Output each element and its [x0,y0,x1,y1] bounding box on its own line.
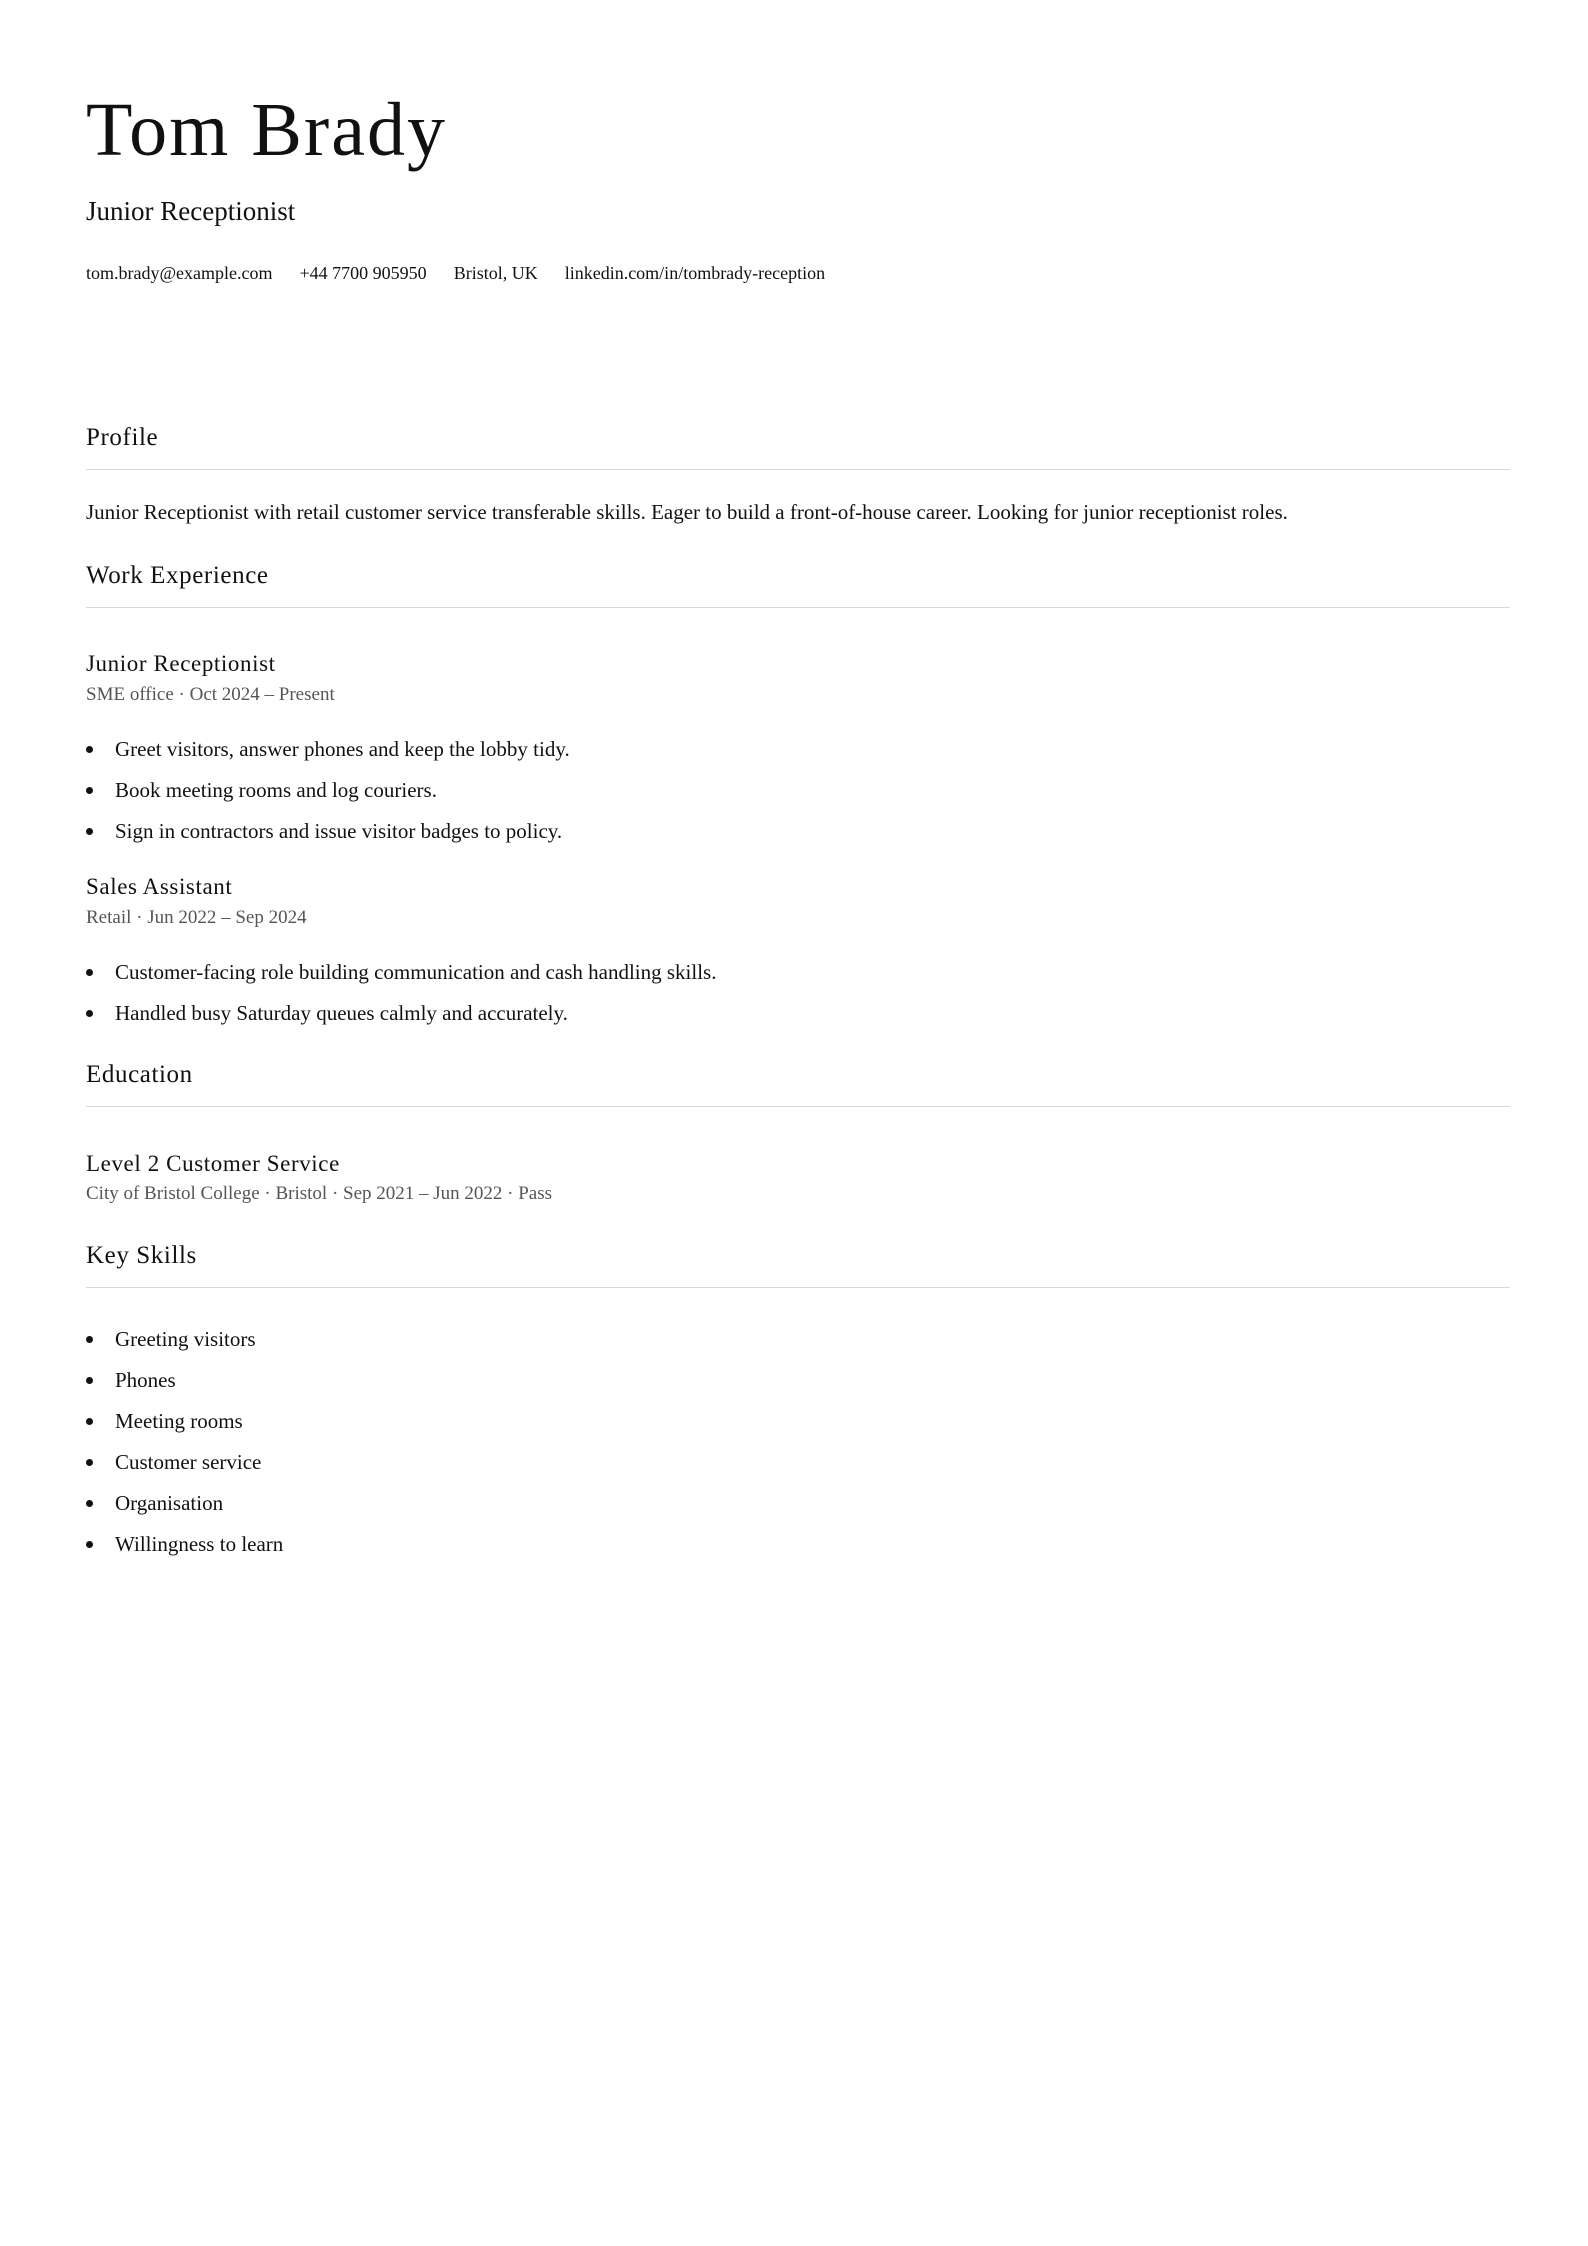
contact-location: Bristol, UK [453,263,538,283]
bullet-icon [86,746,93,753]
list-item [86,1493,283,1534]
skill-text: Meeting rooms [115,1409,243,1433]
skills-divider [86,1287,1510,1288]
skills-section [86,1243,1510,1268]
candidate-headline: Junior Receptionist [86,196,296,226]
contact-linkedin[interactable]: linkedin.com/in/tombrady-reception [564,263,826,283]
experience-section [86,563,1510,588]
skill-text: Customer service [115,1450,262,1474]
list-item [86,1329,283,1370]
bullet-icon [86,1010,93,1017]
bullet-text: Customer-facing role building communication and cash handling skills. [115,960,717,984]
profile-heading: Profile [86,424,159,451]
job-meta: Retail · Jun 2022 – Sep 2024 [86,907,307,928]
list-item [86,1003,716,1044]
bullet-icon [86,969,93,976]
bullet-icon [86,1336,93,1343]
bullet-text: Greet visitors, answer phones and keep the lobby tidy. [115,737,570,761]
education-meta: City of Bristol College · Bristol · Sep 2021 – Jun 2022 · Pass [86,1183,553,1204]
profile-section [86,425,1510,450]
bullet-icon [86,1541,93,1548]
job-title: Junior Receptionist [86,651,276,676]
education-heading: Education [86,1061,193,1088]
bullet-text: Handled busy Saturday queues calmly and accurately. [115,1001,568,1025]
education-title: Level 2 Customer Service [86,1151,340,1176]
experience-divider [86,607,1510,608]
bullet-icon [86,1377,93,1384]
candidate-name: Tom Brady [86,88,447,172]
profile-summary: Junior Receptionist with retail customer service transferable skills. Eager to build a front-of-house career. Looking for junior receptionist roles. [86,500,1288,524]
bullet-text: Book meeting rooms and log couriers. [115,778,437,802]
skill-text: Willingness to learn [115,1532,284,1556]
list-item [86,1411,283,1452]
list-item [86,1534,283,1575]
bullet-icon [86,1418,93,1425]
bullet-icon [86,1500,93,1507]
contact-row [86,264,825,282]
bullet-text: Sign in contractors and issue visitor badges to policy. [115,819,563,843]
list-item [86,962,716,1003]
list-item [86,1452,283,1493]
list-item [86,739,570,780]
list-item [86,780,570,821]
contact-phone[interactable]: +44 7700 905950 [299,263,427,283]
bullet-icon [86,787,93,794]
experience-heading: Work Experience [86,562,269,589]
bullet-icon [86,1459,93,1466]
job-title: Sales Assistant [86,874,233,899]
job-bullets [86,962,716,1044]
list-item [86,1370,283,1411]
contact-email[interactable]: tom.brady@example.com [86,263,273,283]
skills-list [86,1329,283,1575]
list-item [86,821,570,862]
education-section [86,1062,1510,1087]
bullet-icon [86,828,93,835]
skills-heading: Key Skills [86,1242,197,1269]
job-meta: SME office · Oct 2024 – Present [86,684,335,705]
profile-divider [86,469,1510,470]
job-bullets [86,739,570,862]
skill-text: Phones [115,1368,176,1392]
skill-text: Greeting visitors [115,1327,256,1351]
skill-text: Organisation [115,1491,224,1515]
education-divider [86,1106,1510,1107]
